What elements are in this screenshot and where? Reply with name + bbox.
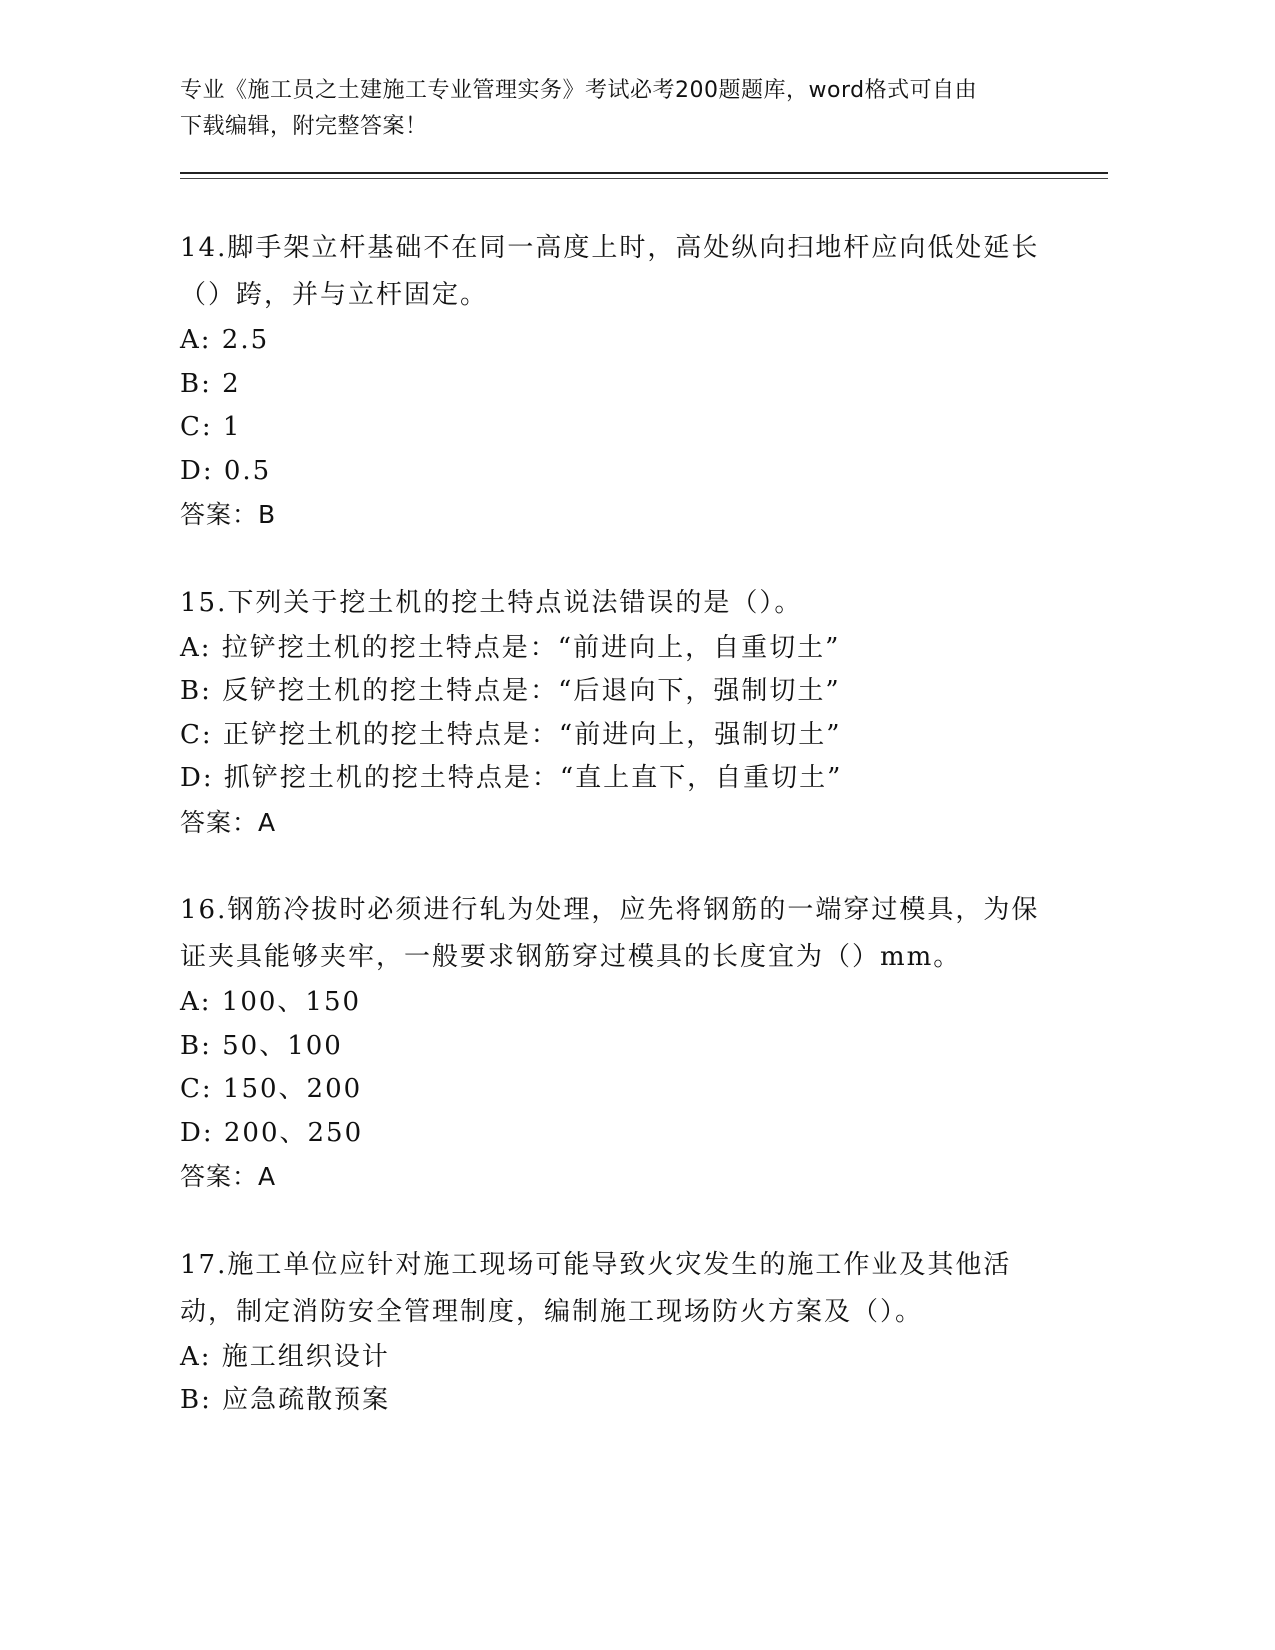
- option-d: D: 抓铲挖土机的挖土特点是：“直上直下，自重切土”: [180, 763, 843, 793]
- header-line-2: 下载编辑，附完整答案！: [180, 114, 428, 139]
- option-c: C: 1: [180, 412, 242, 442]
- option-b: B: 应急疏散预案: [180, 1385, 391, 1415]
- answer: 答案：B: [180, 500, 277, 529]
- option-a: A: 拉铲挖土机的挖土特点是：“前进向上，自重切土”: [180, 632, 841, 663]
- option-b: B: 2: [180, 368, 241, 399]
- document-header: [180, 73, 1060, 145]
- header-line-1: 专业《施工员之土建施工专业管理实务》考试必考200题题库，word格式可自由: [180, 78, 978, 103]
- option-c: C: 150、200: [180, 1074, 363, 1104]
- question-text: 14.脚手架立杆基础不在同一高度上时，高处纵向扫地杆应向低处延长（）跨，并与立杆固定。: [180, 233, 1040, 310]
- answer: 答案：A: [180, 807, 277, 837]
- option-d: D: 0.5: [180, 455, 272, 486]
- option-b: B: 50、100: [180, 1030, 343, 1061]
- question-text: 16.钢筋冷拔时必须进行轧为处理，应先将钢筋的一端穿过模具，为保证夹具能够夹牢，一般要求钢筋穿过模具的长度宜为（）mm。: [180, 895, 1040, 972]
- question-list: [180, 225, 1060, 1466]
- question-text: 15.下列关于挖土机的挖土特点说法错误的是（）。: [180, 587, 803, 618]
- option-c: C: 正铲挖土机的挖土特点是：“前进向上，强制切土”: [180, 719, 842, 750]
- option-a: A: 施工组织设计: [180, 1341, 390, 1372]
- option-b: B: 反铲挖土机的挖土特点是：“后退向下，强制切土”: [180, 676, 841, 706]
- header-divider-thick: [180, 172, 1108, 174]
- option-a: A: 2.5: [180, 325, 270, 355]
- answer: 答案：A: [180, 1162, 277, 1191]
- header-divider-thin: [180, 178, 1108, 179]
- question-17: [180, 1242, 1060, 1423]
- question-14: [180, 225, 1060, 537]
- question-15: [180, 580, 1060, 845]
- option-a: A: 100、150: [180, 987, 362, 1017]
- option-d: D: 200、250: [180, 1117, 364, 1148]
- question-16: [180, 887, 1060, 1199]
- question-text: 17.施工单位应针对施工现场可能导致火灾发生的施工作业及其他活动，制定消防安全管理制度，编制施工现场防火方案及（）。: [180, 1249, 1012, 1327]
